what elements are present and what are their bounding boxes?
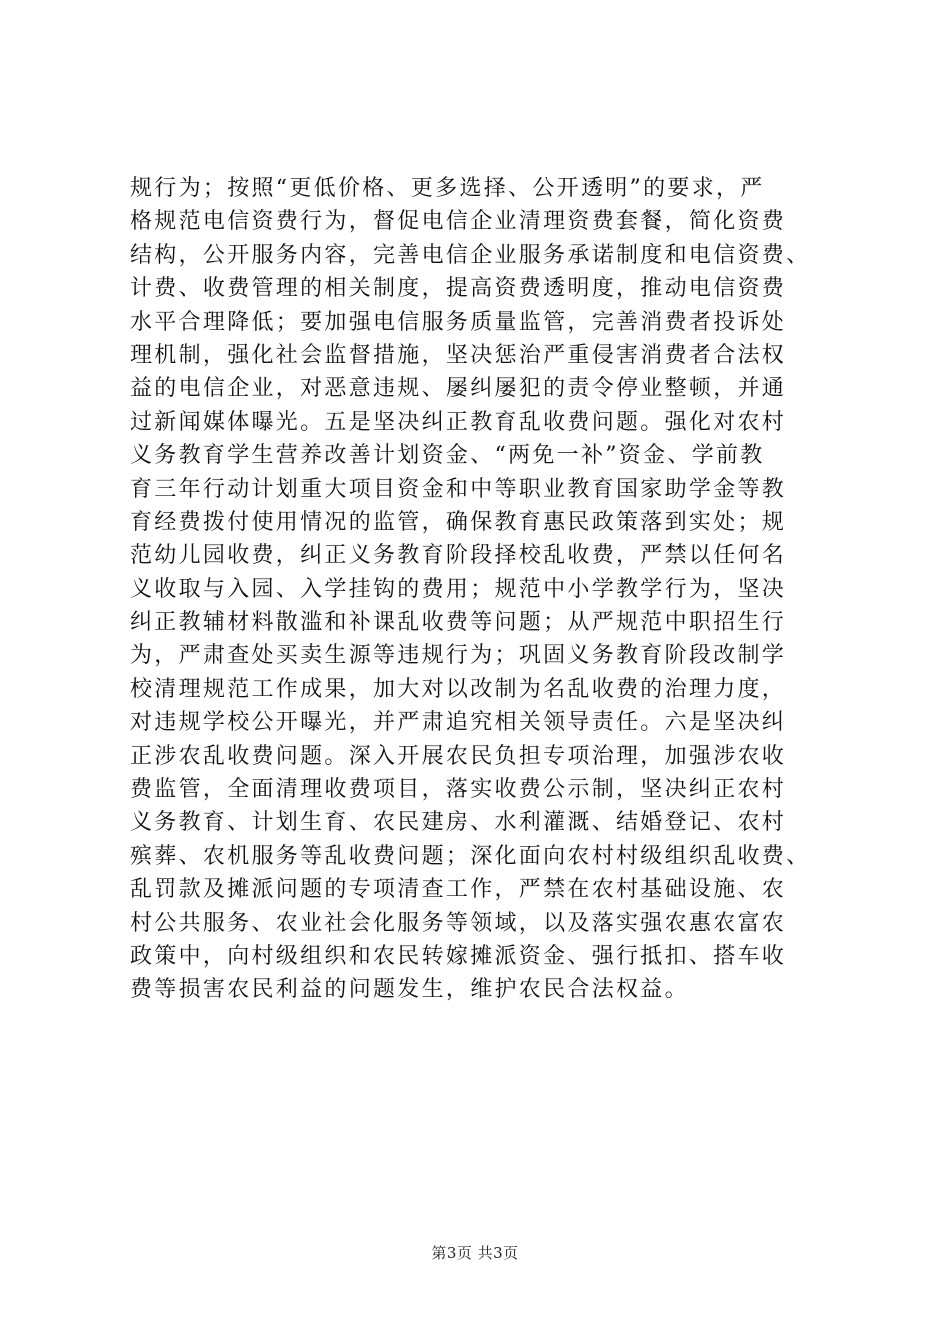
text-line: 水平合理降低；要加强电信服务质量监管，完善消费者投诉处 xyxy=(130,309,787,335)
text-line: 殡葬、农机服务等乱收费问题；深化面向农村村级组织乱收费、 xyxy=(130,843,811,869)
page-footer: 第3页 共3页 xyxy=(431,1244,519,1262)
text-line: 校清理规范工作成果，加大对以改制为名乱收费的治理力度， xyxy=(130,676,787,702)
text-line: 正涉农乱收费问题。深入开展农民负担专项治理，加强涉农收 xyxy=(130,743,787,769)
text-line: 结构，公开服务内容，完善电信企业服务承诺制度和电信资费、 xyxy=(130,242,811,268)
text-line: 费等损害农民利益的问题发生，维护农民合法权益。 xyxy=(130,977,689,1003)
text-line: 政策中，向村级组织和农民转嫁摊派资金、强行抵扣、搭车收 xyxy=(130,943,787,969)
text-line: 费监管，全面清理收费项目，落实收费公示制，坚决纠正农村 xyxy=(130,777,787,803)
text-line: 村公共服务、农业社会化服务等领域，以及落实强农惠农富农 xyxy=(130,910,787,936)
text-line: 计费、收费管理的相关制度，提高资费透明度，推动电信资费 xyxy=(130,276,787,302)
text-line: 为，严肃查处买卖生源等违规行为；巩固义务教育阶段改制学 xyxy=(130,643,787,669)
text-line: 育经费拨付使用情况的监管，确保教育惠民政策落到实处；规 xyxy=(130,509,787,535)
text-line: 益的电信企业，对恶意违规、屡纠屡犯的责令停业整顿，并通 xyxy=(130,376,787,402)
text-line: 育三年行动计划重大项目资金和中等职业教育国家助学金等教 xyxy=(130,476,787,502)
text-line: 乱罚款及摊派问题的专项清查工作，严禁在农村基础设施、农 xyxy=(130,877,787,903)
text-line: 理机制，强化社会监督措施，坚决惩治严重侵害消费者合法权 xyxy=(130,342,787,368)
text-line: 义收取与入园、入学挂钩的费用；规范中小学教学行为，坚决 xyxy=(130,576,787,602)
text-line: 对违规学校公开曝光，并严肃追究相关领导责任。六是坚决纠 xyxy=(130,710,787,736)
text-line: 纠正教辅材料散滥和补课乱收费等问题；从严规范中职招生行 xyxy=(130,610,787,636)
text-line: 义务教育、计划生育、农民建房、水利灌溉、结婚登记、农村 xyxy=(130,810,787,836)
text-line: 范幼儿园收费，纠正义务教育阶段择校乱收费，严禁以任何名 xyxy=(130,543,787,569)
text-line: 义务教育学生营养改善计划资金、“两免一补”资金、学前教 xyxy=(130,443,765,469)
text-line: 过新闻媒体曝光。五是坚决纠正教育乱收费问题。强化对农村 xyxy=(130,409,787,435)
text-line: 规行为；按照“更低价格、更多选择、公开透明”的要求，严 xyxy=(130,176,765,201)
body-paragraph xyxy=(130,172,830,1007)
text-line: 格规范电信资费行为，督促电信企业清理资费套餐，简化资费 xyxy=(130,209,787,235)
